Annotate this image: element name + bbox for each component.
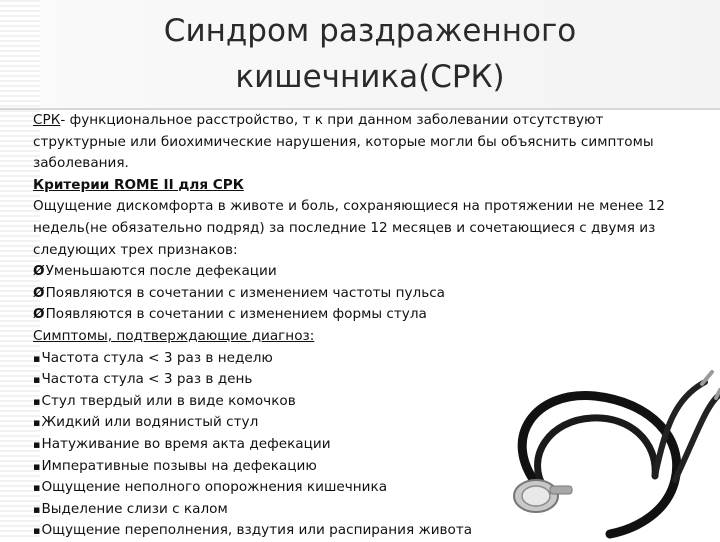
- symptom-text: Натуживание во время акта дефекации: [41, 435, 331, 452]
- definition-line-2: структурные или биохимические нарушения, которые могли бы объяснить симптомы: [33, 133, 654, 150]
- criteria-item: [33, 261, 713, 283]
- square-bullet-icon: ▪: [33, 481, 41, 495]
- symptoms-heading: Симптомы, подтверждающие диагноз:: [33, 327, 315, 344]
- symptom-text: Выделение слизи с калом: [41, 500, 228, 517]
- symptom-text: Частота стула < 3 раз в неделю: [41, 349, 273, 366]
- stethoscope-icon: [480, 368, 720, 540]
- square-bullet-icon: ▪: [33, 416, 41, 430]
- criteria-text-1: Ощущение дискомфорта в животе и боль, сохраняющиеся на протяжении не менее 12: [33, 198, 665, 215]
- slide-title: [110, 8, 630, 100]
- symptom-text: Ощущение неполного опорожнения кишечника: [41, 479, 388, 496]
- symptom-text: Ощущение переполнения, вздутия или распирания живота: [41, 522, 473, 539]
- square-bullet-icon: ▪: [33, 394, 41, 408]
- square-bullet-icon: ▪: [33, 524, 41, 538]
- arrow-bullet-icon: Ø: [33, 306, 45, 323]
- square-bullet-icon: ▪: [33, 373, 41, 387]
- title-line-2: кишечника(СРК): [235, 59, 505, 95]
- criteria-item-text: Уменьшаются после дефекации: [45, 263, 277, 280]
- definition-line-1: [33, 110, 713, 132]
- title-line-1: Синдром раздраженного: [163, 13, 577, 49]
- square-bullet-icon: ▪: [33, 437, 41, 451]
- criteria-item-text: Появляются в сочетании с изменением частоты пульса: [45, 284, 446, 301]
- criteria-text-3: следующих трех признаков:: [33, 241, 238, 258]
- square-bullet-icon: ▪: [33, 459, 41, 473]
- criteria-heading: Критерии ROME II для СРК: [33, 176, 244, 193]
- square-bullet-icon: ▪: [33, 351, 41, 365]
- square-bullet-icon: ▪: [33, 502, 41, 516]
- definition-term: СРК: [33, 112, 61, 128]
- symptom-text: Жидкий или водянистый стул: [41, 414, 259, 431]
- symptom-text: Стул твердый или в виде комочков: [41, 392, 296, 409]
- definition-line-3: заболевания.: [33, 155, 129, 172]
- arrow-bullet-icon: Ø: [33, 284, 45, 301]
- criteria-item: [33, 304, 713, 326]
- criteria-item: [33, 283, 713, 305]
- definition-text: - функциональное расстройство, т к при данном заболевании отсутствуют: [60, 112, 604, 128]
- criteria-text-2: недель(не обязательно подряд) за последние 12 месяцев и сочетающиеся с двумя из: [33, 219, 656, 236]
- symptom-text: Императивные позывы на дефекацию: [41, 457, 317, 474]
- symptom-text: Частота стула < 3 раз в день: [41, 371, 253, 388]
- arrow-bullet-icon: Ø: [33, 263, 45, 280]
- criteria-item-text: Появляются в сочетании с изменением формы стула: [45, 306, 427, 323]
- symptom-item: [33, 348, 713, 370]
